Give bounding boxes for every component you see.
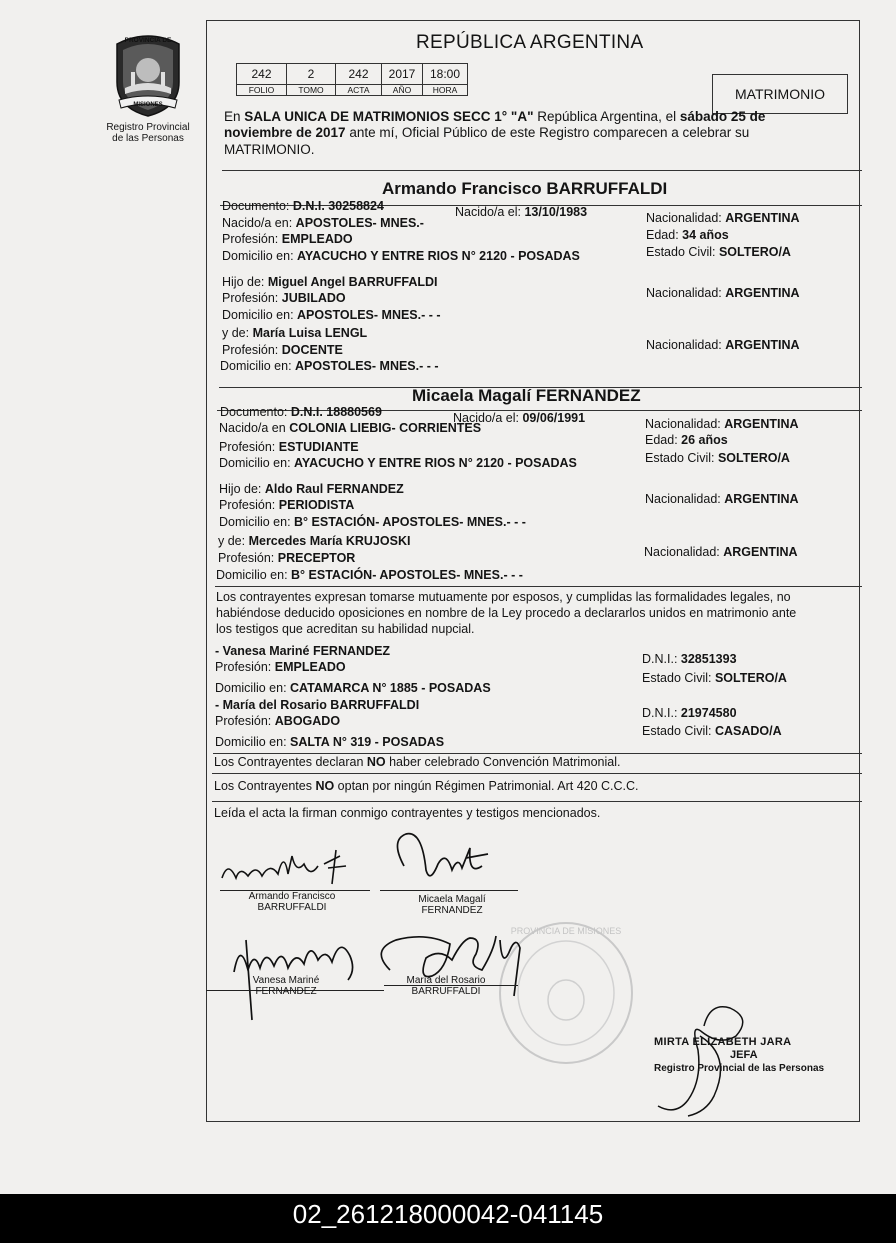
- logo-caption-line1: Registro Provincial: [106, 122, 190, 133]
- document-id-bar: 02_261218000042-041145: [0, 1194, 896, 1243]
- groom-father-address: Domicilio en: APOSTOLES- MNES.- - -: [222, 308, 441, 322]
- official-signature-icon: [640, 996, 760, 1122]
- country-title: REPÚBLICA ARGENTINA: [416, 32, 644, 53]
- declaration-line-2: habiéndose deducido oposiciones en nombre de la Ley procedo a declararlos unidos en matrimonio ante: [216, 606, 797, 620]
- bride-profession: Profesión: ESTUDIANTE: [219, 440, 359, 454]
- groom-birth-date: Nacido/a el: 13/10/1983: [455, 205, 588, 219]
- folio-label: FOLIO: [237, 85, 287, 96]
- signature-line: [380, 890, 518, 891]
- hour-value: 18:00: [423, 64, 468, 85]
- divider: [212, 801, 862, 802]
- witness-2-profession: Profesión: ABOGADO: [215, 714, 341, 728]
- bride-address: Domicilio en: AYACUCHO Y ENTRE RIOS N° 2120 - POSADAS: [219, 456, 577, 470]
- bride-father-nationality: Nacionalidad: ARGENTINA: [645, 492, 799, 506]
- groom-father: Hijo de: Miguel Angel BARRUFFALDI: [222, 275, 438, 289]
- year-label: AÑO: [382, 85, 423, 96]
- svg-text:PROVINCIA DE: PROVINCIA DE: [124, 37, 172, 44]
- closing-statement: Leída el acta la firman conmigo contrayentes y testigos mencionados.: [214, 806, 601, 820]
- bride-birth-place: Nacido/a en COLONIA LIEBIG- CORRIENTES: [219, 421, 482, 435]
- official-name: MIRTA ELIZABETH JARA: [654, 1036, 792, 1048]
- divider: [215, 586, 862, 587]
- groom-signature-label: Armando Francisco BARRUFFALDI: [248, 891, 336, 913]
- witness-1-civil-status: Estado Civil: SOLTERO/A: [642, 671, 787, 685]
- witness-1-name: - Vanesa Mariné FERNANDEZ: [215, 644, 391, 658]
- bride-document: Documento: D.N.I. 18880569: [220, 405, 382, 419]
- svg-text:MISIONES: MISIONES: [133, 102, 163, 108]
- bride-name: Micaela Magalí FERNANDEZ: [412, 386, 641, 405]
- acta-label: ACTA: [336, 85, 382, 96]
- intro-line-2: noviembre de 2017 ante mí, Oficial Público de este Registro comparecen a celebrar su: [224, 125, 750, 140]
- convention-line-1: Los Contrayentes declaran NO haber celebrado Convención Matrimonial.: [214, 755, 621, 769]
- intro-line-1: En SALA UNICA DE MATRIMONIOS SECC 1° "A" República Argentina, el sábado 25 de: [224, 109, 766, 124]
- bride-signature-icon: [397, 834, 488, 876]
- divider: [222, 170, 862, 171]
- groom-father-profession: Profesión: JUBILADO: [222, 291, 346, 305]
- intro-line-3: MATRIMONIO.: [224, 142, 315, 157]
- provincial-shield-icon: [111, 30, 185, 118]
- bride-age: Edad: 26 años: [645, 433, 728, 447]
- witness-1-profession: Profesión: EMPLEADO: [215, 660, 346, 674]
- official-office: Registro Provincial de las Personas: [654, 1063, 825, 1074]
- groom-name: Armando Francisco BARRUFFALDI: [382, 179, 668, 198]
- groom-civil-status: Estado Civil: SOLTERO/A: [646, 245, 791, 259]
- year-value: 2017: [382, 64, 423, 85]
- bride-mother-address: Domicilio en: B° ESTACIÓN- APOSTOLES- MNES.- - -: [216, 568, 523, 582]
- divider: [212, 773, 862, 774]
- groom-father-nationality: Nacionalidad: ARGENTINA: [646, 286, 800, 300]
- groom-nationality: Nacionalidad: ARGENTINA: [646, 211, 800, 225]
- bride-mother: y de: Mercedes María KRUJOSKI: [218, 534, 411, 548]
- bride-civil-status: Estado Civil: SOLTERO/A: [645, 451, 790, 465]
- divider: [213, 753, 862, 754]
- groom-mother-address: Domicilio en: APOSTOLES- MNES.- - -: [220, 359, 439, 373]
- bride-father: Hijo de: Aldo Raul FERNANDEZ: [219, 482, 404, 496]
- witness-2-name: - María del Rosario BARRUFFALDI: [215, 698, 420, 712]
- declaration-line-3: los testigos que acreditan su habilidad nupcial.: [216, 622, 475, 636]
- bride-mother-profession: Profesión: PRECEPTOR: [218, 551, 356, 565]
- groom-mother: y de: María Luisa LENGL: [222, 326, 368, 340]
- convention-line-2: Los Contrayentes NO optan por ningún Régimen Patrimonial. Art 420 C.C.C.: [214, 779, 639, 793]
- hour-label: HORA: [423, 85, 468, 96]
- groom-birth-place: Nacido/a en: APOSTOLES- MNES.-: [222, 216, 424, 230]
- witness-1-address: Domicilio en: CATAMARCA N° 1885 - POSADAS: [215, 681, 491, 695]
- declaration-line-1: Los contrayentes expresan tomarse mutuamente por esposos, y cumplidas las formalidades legales, no: [216, 590, 791, 604]
- tomo-label: TOMO: [287, 85, 336, 96]
- tomo-value: 2: [287, 64, 336, 85]
- groom-mother-nationality: Nacionalidad: ARGENTINA: [646, 338, 800, 352]
- groom-age: Edad: 34 años: [646, 228, 729, 242]
- folio-value: 242: [237, 64, 287, 85]
- groom-document: Documento: D.N.I. 30258824: [222, 199, 384, 213]
- witness-1-signature-label: Vanesa Mariné FERNANDEZ: [252, 975, 320, 997]
- groom-mother-profession: Profesión: DOCENTE: [222, 343, 343, 357]
- witness-2-signature-label: María del Rosario BARRUFFALDI: [406, 975, 486, 997]
- registry-logo: [96, 30, 200, 144]
- register-table: [236, 63, 468, 96]
- official-title: JEFA: [730, 1049, 758, 1061]
- acta-value: 242: [336, 64, 382, 85]
- groom-address: Domicilio en: AYACUCHO Y ENTRE RIOS N° 2120 - POSADAS: [222, 249, 580, 263]
- bride-birth-date: Nacido/a el: 09/06/1991: [453, 411, 586, 425]
- witness-1-dni: D.N.I.: 32851393: [642, 652, 737, 666]
- witness-2-dni: D.N.I.: 21974580: [642, 706, 737, 720]
- signatures-drawing: [200, 820, 660, 1030]
- groom-profession: Profesión: EMPLEADO: [222, 232, 353, 246]
- witness-2-address: Domicilio en: SALTA N° 319 - POSADAS: [215, 735, 445, 749]
- bride-mother-nationality: Nacionalidad: ARGENTINA: [644, 545, 798, 559]
- witness-2-civil-status: Estado Civil: CASADO/A: [642, 724, 782, 738]
- act-type-box: MATRIMONIO: [712, 74, 848, 114]
- seal-ring-text: PROVINCIA DE MISIONES: [510, 926, 622, 936]
- logo-caption-line2: de las Personas: [112, 133, 184, 144]
- bride-father-address: Domicilio en: B° ESTACIÓN- APOSTOLES- MNES.- - -: [219, 515, 526, 529]
- bride-signature-label: Micaela Magalí FERNANDEZ: [418, 894, 486, 916]
- bride-nationality: Nacionalidad: ARGENTINA: [645, 417, 799, 431]
- bride-father-profession: Profesión: PERIODISTA: [219, 498, 355, 512]
- groom-signature-icon: [222, 856, 318, 878]
